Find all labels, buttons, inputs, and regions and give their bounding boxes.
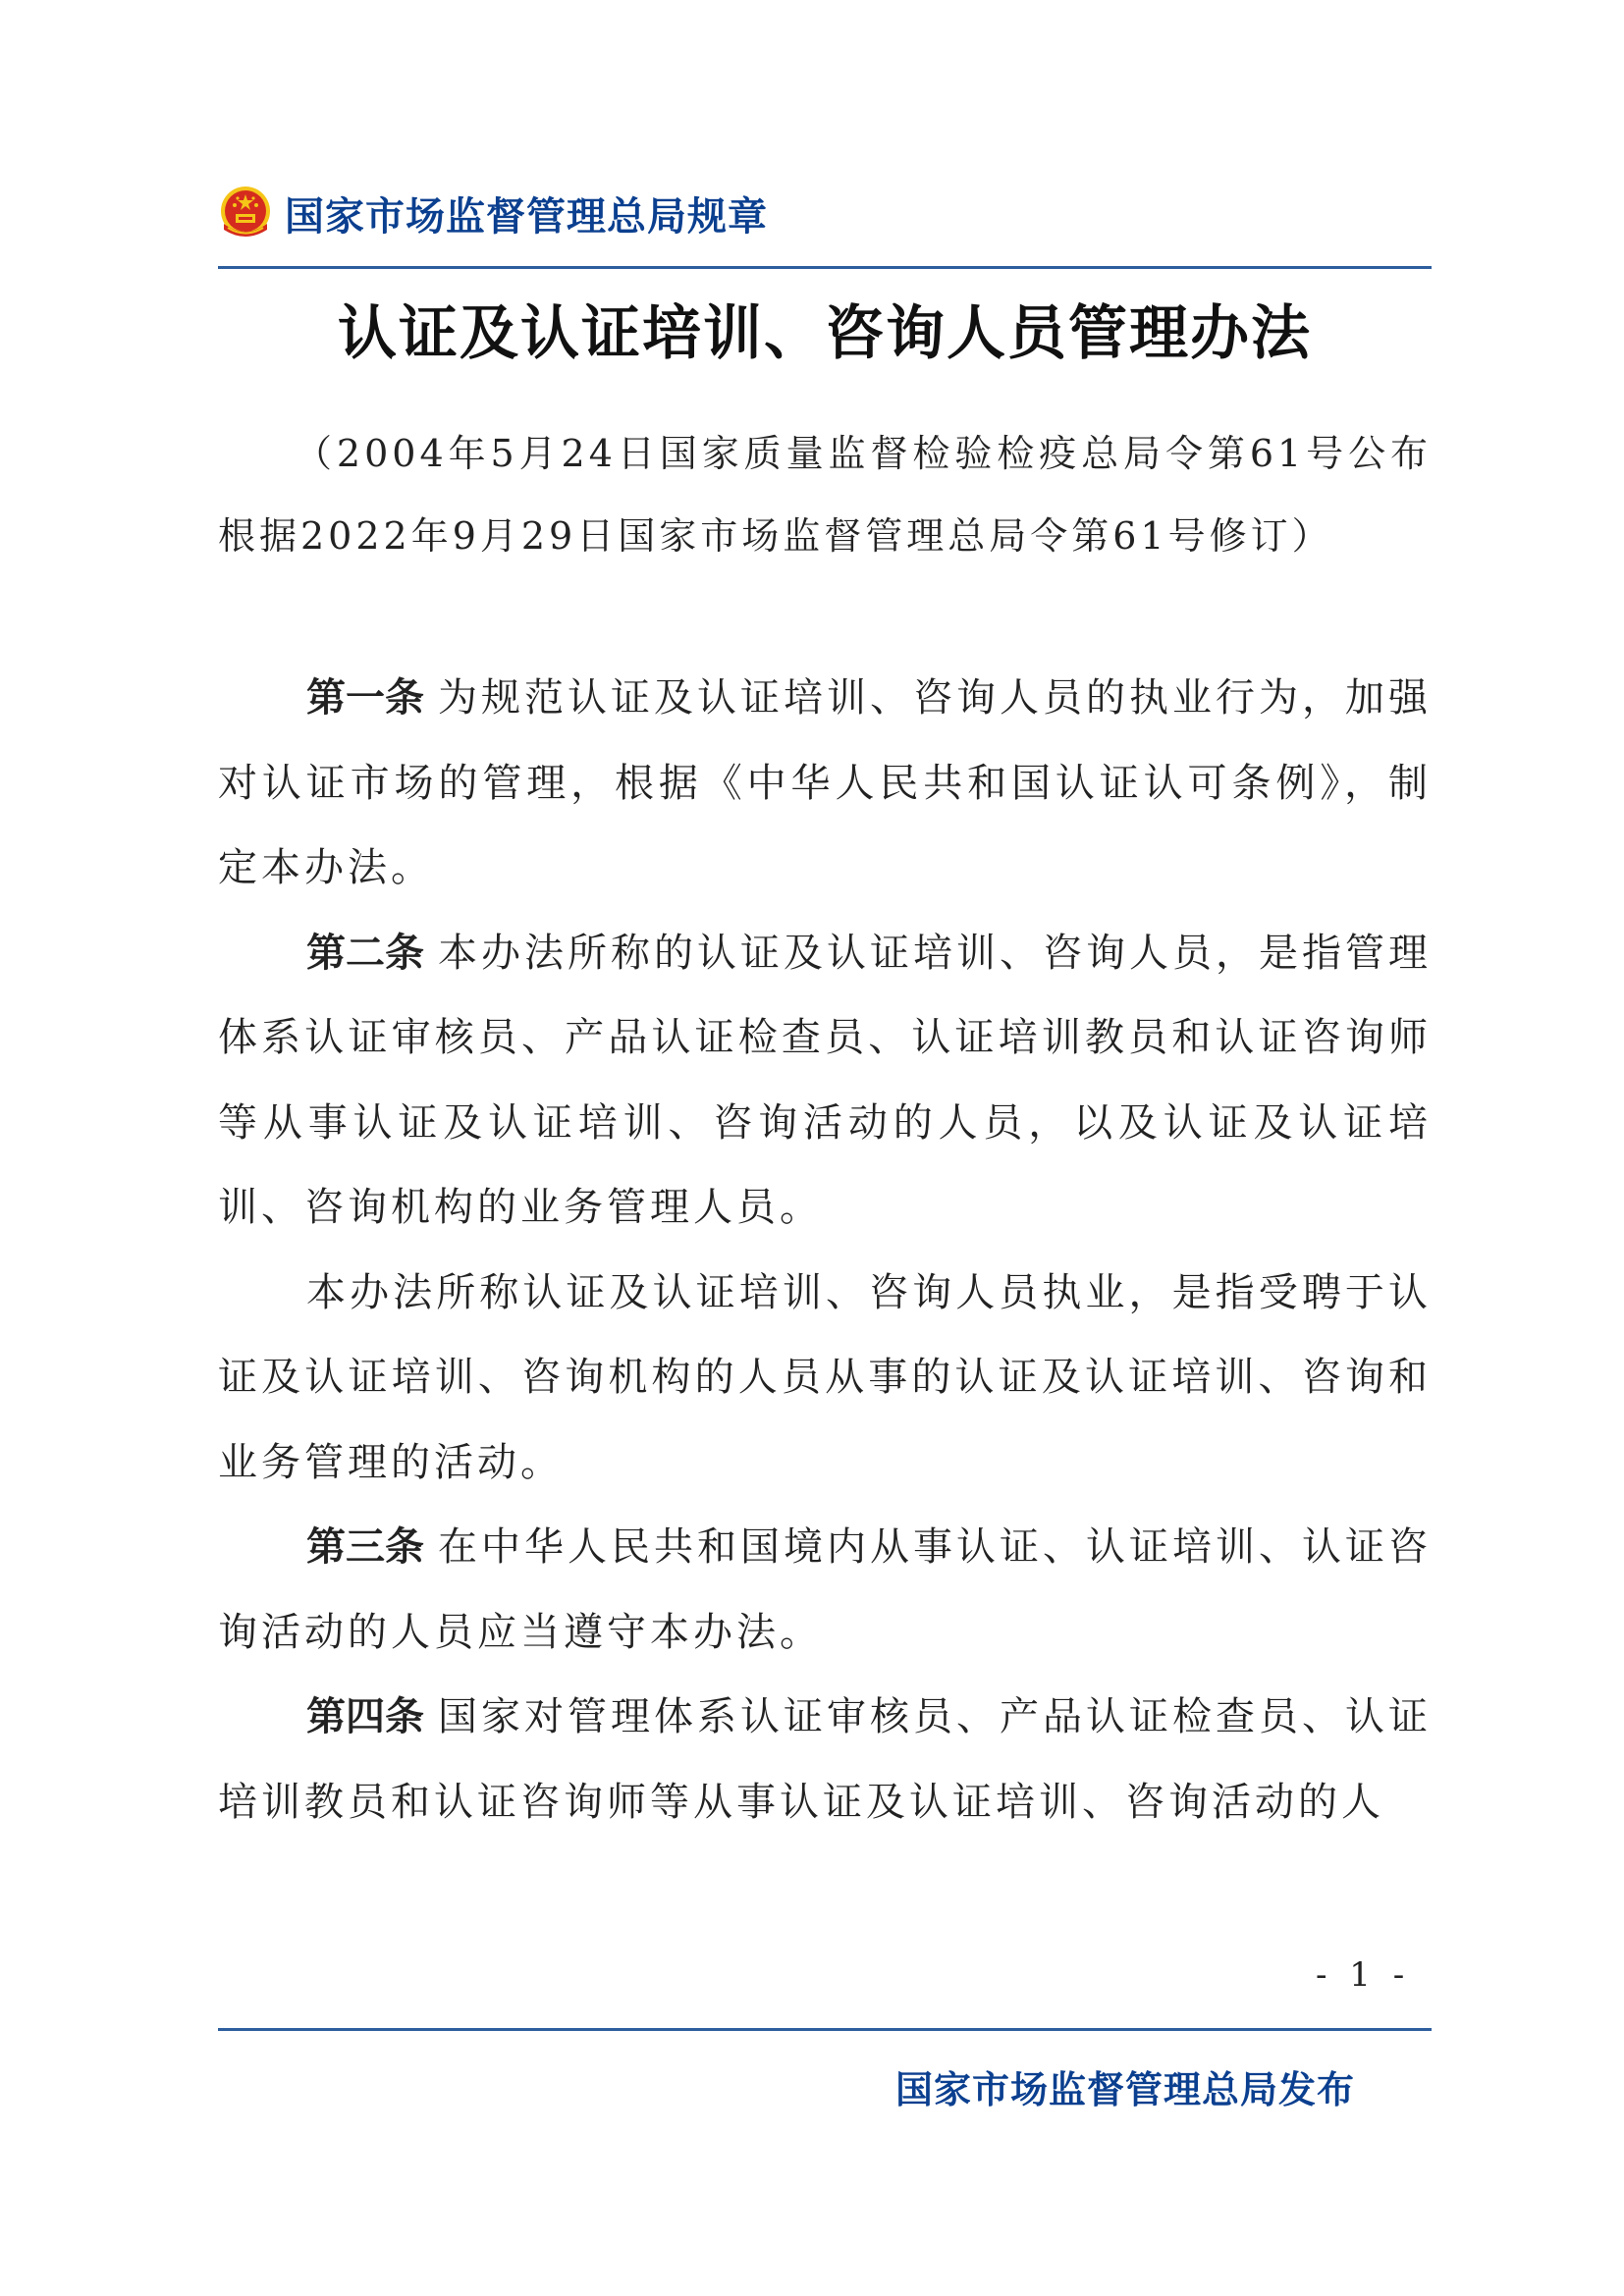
header-title: 国家市场监督管理总局规章 [285, 193, 768, 240]
article-text: 国家对管理体系认证审核员、产品认证检查员、认证培训教员和认证咨询师等从事认证及认证培训、咨询活动的人 [218, 1694, 1432, 1825]
article-2 [218, 911, 1432, 1251]
article-text: 本办法所称的认证及认证培训、咨询人员，是指管理体系认证审核员、产品认证检查员、认证培训教员和认证咨询师等从事认证及认证培训、咨询活动的人员，以及认证及认证培训、咨询机构的业务管理人员。 [218, 930, 1432, 1230]
article-text: 本办法所称认证及认证培训、咨询人员执业，是指受聘于认证及认证培训、咨询机构的人员从事的认证及认证培训、咨询和业务管理的活动。 [218, 1269, 1432, 1485]
document-title: 认证及认证培训、咨询人员管理办法 [338, 299, 1312, 368]
article-label: 第四条 [306, 1694, 424, 1739]
header-divider [218, 266, 1432, 269]
article-3 [218, 1505, 1432, 1675]
article-label: 第三条 [306, 1524, 424, 1570]
article-text: 在中华人民共和国境内从事认证、认证培训、认证咨询活动的人员应当遵守本办法。 [218, 1524, 1432, 1655]
article-label: 第二条 [306, 930, 424, 976]
footer-divider [218, 2028, 1432, 2031]
article-1 [218, 656, 1432, 911]
article-label: 第一条 [306, 675, 424, 721]
promulgation-note: （2004年5月24日国家质量监督检验检疫总局令第61号公布 根据2022年9月29日国家市场监督管理总局令第61号修订） [218, 432, 1432, 558]
document-body [218, 656, 1432, 1844]
header [218, 179, 768, 247]
article-2-paragraph-2 [218, 1251, 1432, 1506]
footer-publisher: 国家市场监督管理总局发布 [895, 2068, 1356, 2111]
article-text: 为规范认证及认证培训、咨询人员的执业行为，加强对认证市场的管理，根据《中华人民共和国认证认可条例》，制定本办法。 [218, 675, 1432, 890]
article-4 [218, 1675, 1432, 1844]
page-number: - 1 - [1316, 1955, 1411, 1995]
national-emblem-icon [218, 185, 273, 241]
